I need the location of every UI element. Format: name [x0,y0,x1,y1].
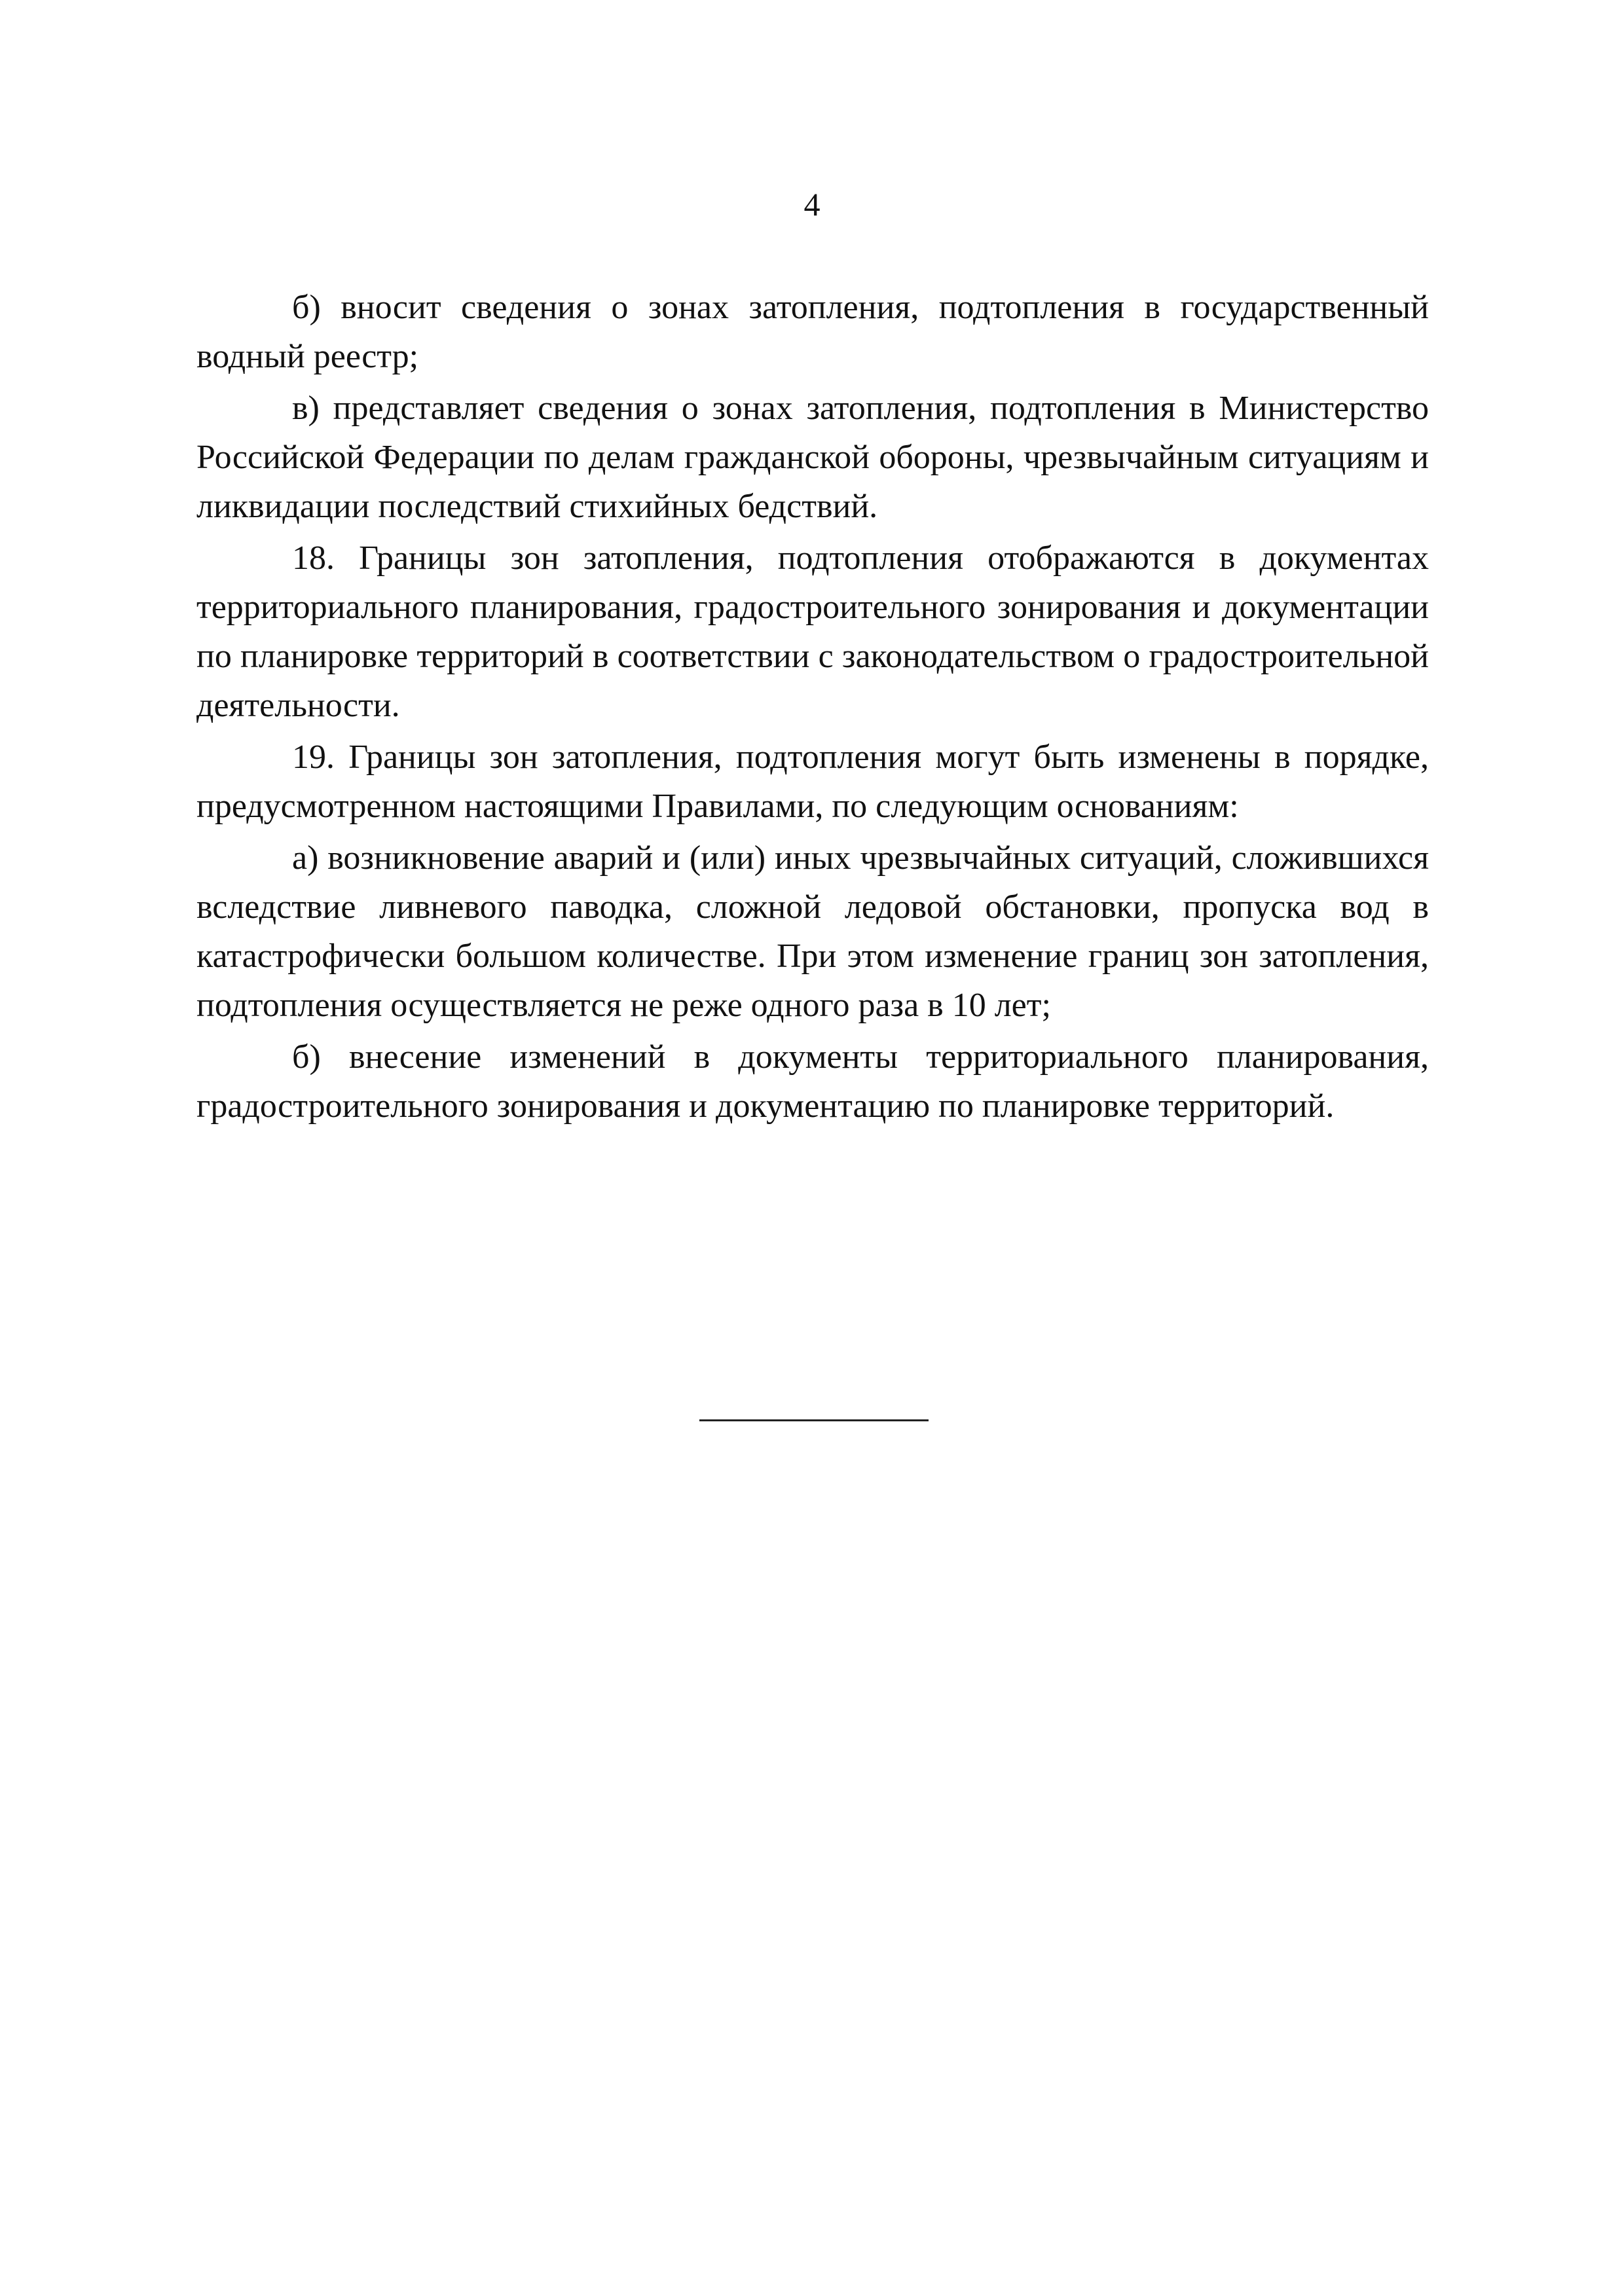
paragraph-18-zone-boundaries: 18. Границы зон затопления, подтопления отображаются в документах территориального планирования, градостроительного зонирования и документации по планировке территорий в соответствии с законодательством о градостроительной деятельности. [196,539,1429,724]
page-number: 4 [803,186,821,223]
end-of-document-rule [699,1419,929,1421]
document-body [196,280,1429,1131]
paragraph-b-planning-changes: б) внесение изменений в документы территориального планирования, градостроительного зонирования и документацию по планировке территорий. [196,1038,1429,1125]
paragraph-19-boundary-changes: 19. Границы зон затопления, подтопления могут быть изменены в порядке, предусмотренном настоящими Правилами, по следующим основаниям: [196,738,1429,825]
paragraph-v-emergency-ministry: в) представляет сведения о зонах затопления, подтопления в Министерство Российской Федерации по делам гражданской обороны, чрезвычайным ситуациям и ликвидации последствий стихийных бедствий. [196,390,1429,525]
paragraph-a-emergencies: а) возникновение аварий и (или) иных чрезвычайных ситуаций, сложившихся вследствие ливневого паводка, сложной ледовой обстановки, пропуска вод в катастрофически большом количестве. При этом изменение границ зон затопления, подтопления осуществляется не реже одного раза в 10 лет; [196,839,1429,1024]
paragraph-b-water-registry: б) вносит сведения о зонах затопления, подтопления в государственный водный реестр; [196,289,1429,375]
